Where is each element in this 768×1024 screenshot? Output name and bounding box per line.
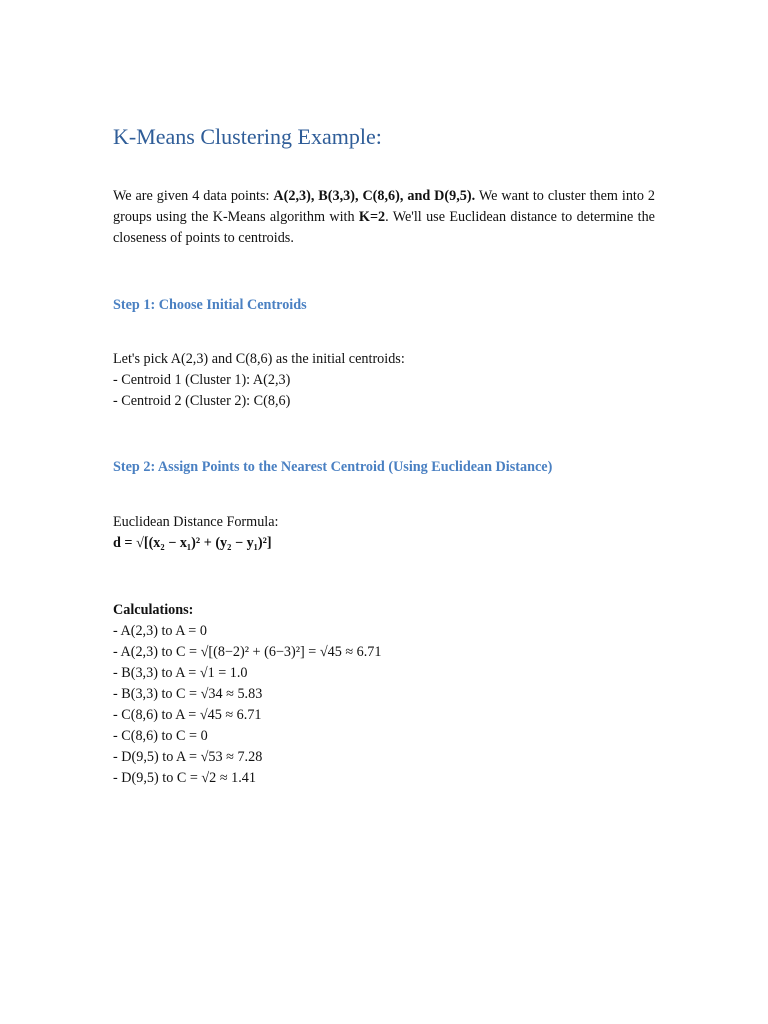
- intro-data-points: A(2,3), B(3,3), C(8,6), and D(9,5).: [273, 188, 476, 204]
- step1-line: - Centroid 2 (Cluster 2): C(8,6): [113, 393, 291, 409]
- step1-body: [113, 349, 405, 412]
- page-title: K-Means Clustering Example:: [113, 124, 382, 149]
- intro-k-value: K=2: [358, 209, 386, 225]
- calculation-line: - B(3,3) to C = √34 ≈ 5.83: [113, 686, 263, 702]
- calculation-line: - D(9,5) to C = √2 ≈ 1.41: [113, 770, 256, 786]
- distance-formula: d = √[(x₂ − x₁)² + (y₂ − y₁)²]: [113, 535, 272, 551]
- intro-text-2: We want to cluster them into 2 groups using the K-Means algorithm with: [113, 188, 655, 225]
- step1-line: Let's pick A(2,3) and C(8,6) as the initial centroids:: [113, 351, 405, 367]
- calculation-line: - D(9,5) to A = √53 ≈ 7.28: [113, 749, 263, 765]
- formula-block: [113, 512, 278, 554]
- intro-text-3: . We'll use Euclidean distance to determine the closeness of points to centroids.: [113, 209, 655, 246]
- calculation-line: - A(2,3) to C = √[(8−2)² + (6−3)²] = √45 ≈ 6.71: [113, 644, 382, 660]
- calculation-line: - C(8,6) to A = √45 ≈ 6.71: [113, 707, 262, 723]
- calculation-line: - B(3,3) to A = √1 = 1.0: [113, 665, 248, 681]
- calculation-line: - C(8,6) to C = 0: [113, 728, 208, 744]
- calculations-heading: Calculations:: [113, 602, 194, 618]
- step1-heading: Step 1: Choose Initial Centroids: [113, 297, 307, 313]
- step2-heading: Step 2: Assign Points to the Nearest Centroid (Using Euclidean Distance): [113, 459, 553, 475]
- intro-text-1: We are given 4 data points:: [113, 188, 274, 204]
- formula-label: Euclidean Distance Formula:: [113, 514, 279, 530]
- intro-paragraph: [113, 186, 655, 249]
- step1-line: - Centroid 1 (Cluster 1): A(2,3): [113, 372, 291, 388]
- calculation-line: - A(2,3) to A = 0: [113, 623, 207, 639]
- calculations-block: [113, 600, 382, 789]
